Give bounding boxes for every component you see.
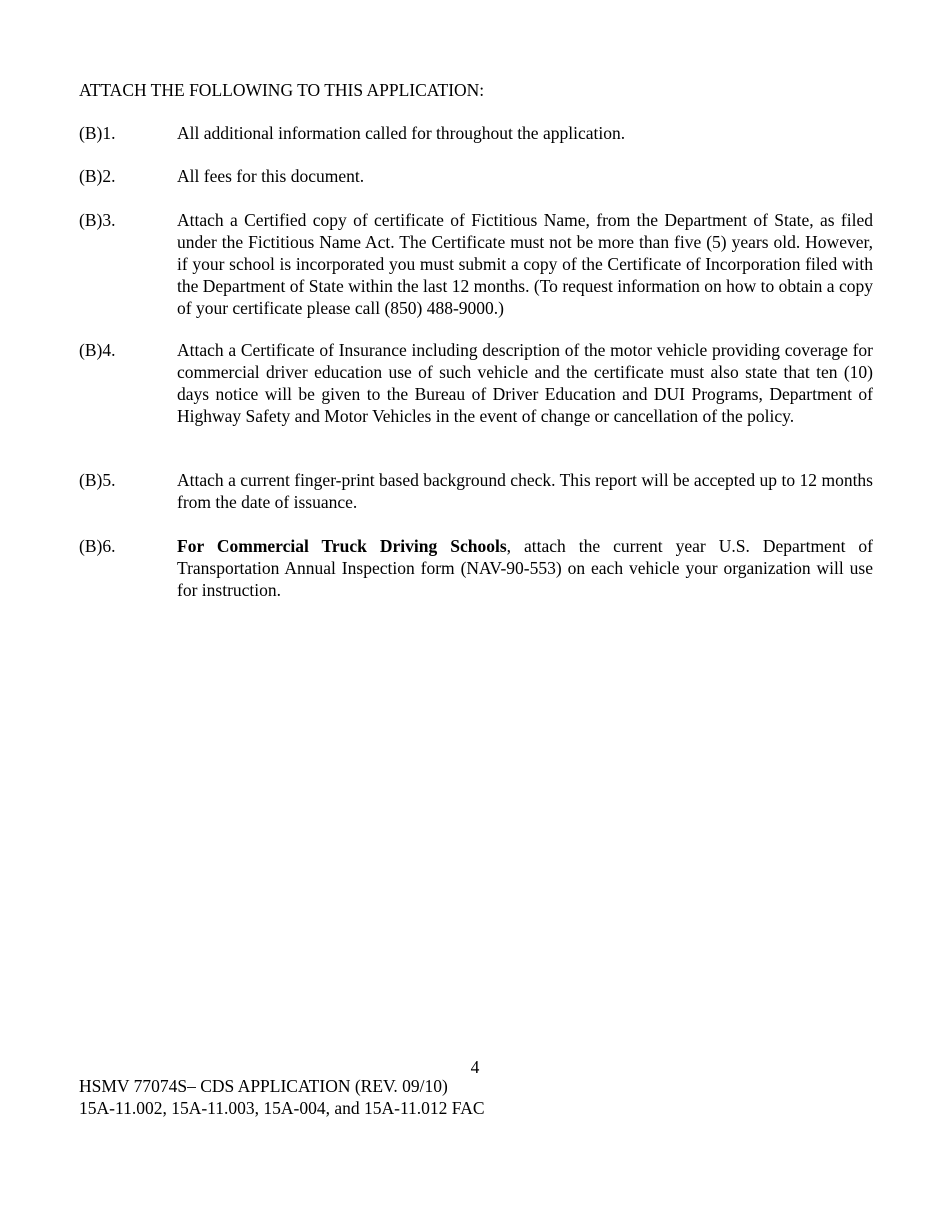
page-number: 4: [470, 1057, 480, 1077]
item-number: (B)4.: [79, 340, 116, 360]
item-text: Attach a Certified copy of certificate of Fictitious Name, from the Department of State, as filed under the Fictitious Name Act. The Certificate must not be more than five (5) years old. However, if your school is incorporated you must submit a copy of the Certificate of Incorporation filed with the Department of State within the last 12 months. (To request information on how to obtain a copy of your certificate please call (850) 488-9000.): [177, 210, 873, 318]
item-number: (B)1.: [79, 123, 116, 143]
item-number: (B)6.: [79, 536, 116, 556]
item-number: (B)3.: [79, 210, 116, 230]
attachment-item-b6: [79, 535, 873, 601]
attachment-item-b4: [79, 339, 873, 427]
item-text: All additional information called for throughout the application.: [177, 123, 626, 143]
item-number: (B)5.: [79, 470, 116, 490]
attachment-item-b5: [79, 469, 873, 513]
item-text: [177, 535, 873, 601]
item-text: Attach a current finger-print based background check. This report will be accepted up to 12 months from the date of issuance.: [177, 470, 873, 512]
attachment-item-b3: [79, 209, 873, 319]
footer-form-id: HSMV 77074S– CDS APPLICATION (REV. 09/10): [79, 1076, 448, 1096]
attachment-item-b1: [79, 122, 873, 144]
item-body: , attach the current year U.S. Department of Transportation Annual Inspection form (NAV-90-553) on each vehicle your organization will use for instruction.: [177, 536, 873, 600]
attachment-item-b2: [79, 165, 873, 187]
item-number: (B)2.: [79, 166, 116, 186]
form-footer: [79, 1075, 485, 1119]
footer-rule-references: 15A-11.002, 15A-11.003, 15A-004, and 15A-11.012 FAC: [79, 1098, 485, 1118]
item-text: Attach a Certificate of Insurance including description of the motor vehicle providing coverage for commercial driver education use of such vehicle and the certificate must also state that ten (10) days notice will be given to the Bureau of Driver Education and DUI Programs, Department of Highway Safety and Motor Vehicles in the event of change or cancellation of the policy.: [177, 340, 873, 426]
item-text: All fees for this document.: [177, 166, 365, 186]
page-heading: ATTACH THE FOLLOWING TO THIS APPLICATION:: [79, 80, 485, 100]
item-bold-lead: For Commercial Truck Driving Schools: [177, 536, 507, 556]
